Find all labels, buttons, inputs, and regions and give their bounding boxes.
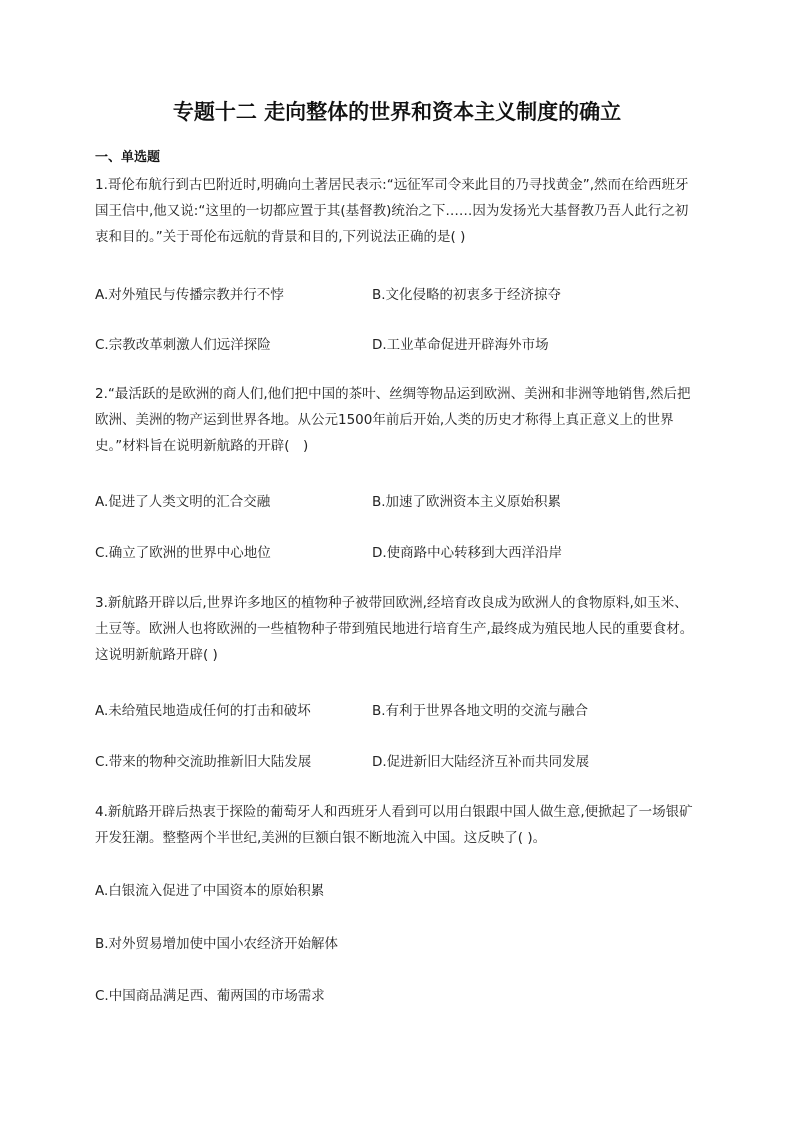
question-1-stem: 1.哥伦布航行到古巴附近时,明确向土著居民表示:“远征军司令来此目的乃寻找黄金”,然而在给西班牙国王信中,他又说:“这里的一切都应置于其(基督教)统治之下……因为发扬光大基督教乃吾人此行之初衷和目的。”关于哥伦布远航的背景和目的,下列说法正确的是( ) <box>95 177 689 245</box>
question-3-option-a[interactable]: A.未给殖民地造成任何的打击和破坏 <box>95 703 311 719</box>
section-heading: 一、单选题 <box>95 150 161 165</box>
question-3-option-d[interactable]: D.促进新旧大陆经济互补而共同发展 <box>372 754 590 770</box>
question-2-option-d[interactable]: D.使商路中心转移到大西洋沿岸 <box>372 545 563 561</box>
question-1-option-a[interactable]: A.对外殖民与传播宗教并行不悖 <box>95 287 284 303</box>
question-2-stem: 2.“最活跃的是欧洲的商人们,他们把中国的茶叶、丝绸等物品运到欧洲、美洲和非洲等地销售,然后把欧洲、美洲的物产运到世界各地。从公元1500年前后开始,人类的历史才称得上真正意义上的世界史。”材料旨在说明新航路的开辟( ) <box>95 386 691 454</box>
question-4-option-a[interactable]: A.白银流入促进了中国资本的原始积累 <box>95 883 325 899</box>
question-4-option-b[interactable]: B.对外贸易增加使中国小农经济开始解体 <box>95 936 339 952</box>
question-4-stem: 4.新航路开辟后热衷于探险的葡萄牙人和西班牙人看到可以用白银跟中国人做生意,便掀起了一场银矿开发狂潮。整整两个半世纪,美洲的巨额白银不断地流入中国。这反映了( )。 <box>95 804 693 846</box>
question-3-option-b[interactable]: B.有利于世界各地文明的交流与融合 <box>372 703 589 719</box>
question-3-stem: 3.新航路开辟以后,世界许多地区的植物种子被带回欧洲,经培育改良成为欧洲人的食物原料,如玉米、土豆等。欧洲人也将欧洲的一些植物种子带到殖民地进行培育生产,最终成为殖民地人民的重要食材。这说明新航路开辟( ) <box>95 595 694 663</box>
question-1-option-d[interactable]: D.工业革命促进开辟海外市场 <box>372 337 549 353</box>
question-2-option-a[interactable]: A.促进了人类文明的汇合交融 <box>95 494 271 510</box>
question-4-option-c[interactable]: C.中国商品满足西、葡两国的市场需求 <box>95 988 325 1004</box>
page-title: 专题十二 走向整体的世界和资本主义制度的确立 <box>172 100 622 124</box>
question-2-option-c[interactable]: C.确立了欧洲的世界中心地位 <box>95 545 271 561</box>
question-2-option-b[interactable]: B.加速了欧洲资本主义原始积累 <box>372 494 562 510</box>
question-1-option-c[interactable]: C.宗教改革刺激人们远洋探险 <box>95 337 271 353</box>
question-1-option-b[interactable]: B.文化侵略的初衷多于经济掠夺 <box>372 287 562 303</box>
question-3-option-c[interactable]: C.带来的物种交流助推新旧大陆发展 <box>95 754 312 770</box>
